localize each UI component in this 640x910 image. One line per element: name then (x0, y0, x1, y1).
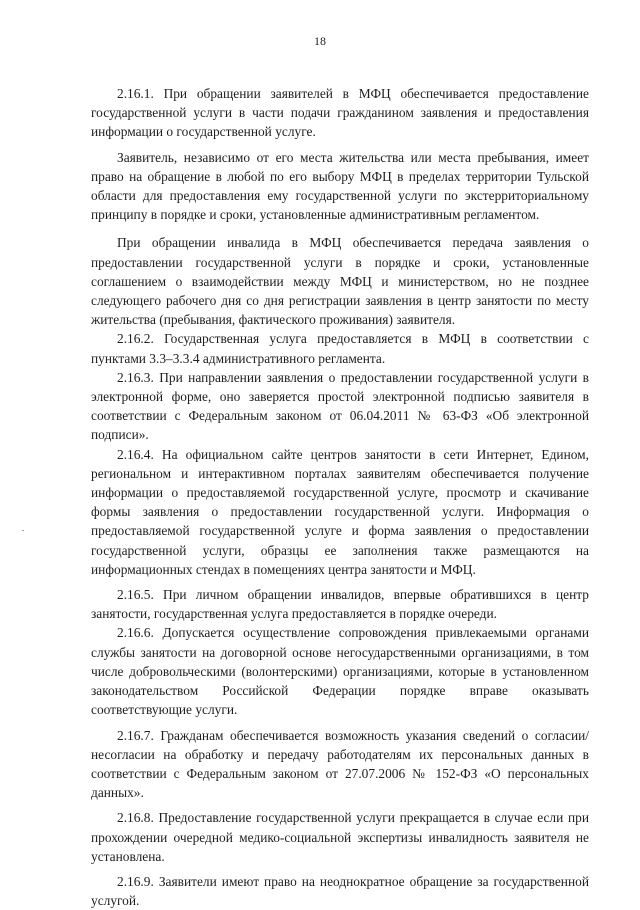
paragraph-2-16-6: 2.16.6. Допускается осуществление сопровождения привлекаемыми органами службы занятости на договорной основе негосударственными организациями, в том числе добровольческими (волонтерскими) организациями, которые в установленном законодательством Российской Федерации порядке вправе оказывать соответствующие услуги. (91, 625, 589, 718)
document-body (91, 84, 589, 910)
paragraph-2-16-4: 2.16.4. На официальном сайте центров занятости в сети Интернет, Едином, региональном и интерактивном порталах заявителям обеспечивается получение информации о предоставляемой государственной услуге, просмотр и скачивание формы заявления о предоставлении государственной услуги. Информация о предоставляемой государственной услуге и форма заявления о предоставлении государственной услуги, образцы ее заполнения также размещаются на информационных стендах в помещениях центра занятости и МФЦ. (91, 446, 589, 577)
paragraph-2-16-3: 2.16.3. При направлении заявления о предоставлении государственной услуги в электронной форме, оно заверяется простой электронной подписью заявителя в соответствии с Федеральным законом от 06.04.2011 № 63-ФЗ «Об электронной подписи». (91, 369, 589, 443)
paragraph-2-16-7: 2.16.7. Гражданам обеспечивается возможность указания сведений о согласии/несогласии на обработку и передачу работодателям их персональных данных в соответствии с Федеральным законом от 27.07.2006 № 152-ФЗ «О персональных данных». (91, 727, 589, 801)
paragraph-2-16-1: 2.16.1. При обращении заявителей в МФЦ обеспечивается предоставление государственной услуги в части подачи гражданином заявления и предоставления информации о государственной услуге. (91, 86, 589, 140)
paragraph-disabled-transfer: При обращении инвалида в МФЦ обеспечивается передача заявления о предоставлении государственной услуги в порядке и сроки, установленные соглашением о взаимодействии между МФЦ и министерством, но не позднее следующего рабочего дня со дня регистрации заявления в центр занятости по месту жительства (пребывания, фактического проживания) заявителя. (91, 235, 589, 328)
paragraph-2-16-5: 2.16.5. При личном обращении инвалидов, впервые обратившихся в центр занятости, государственная услуга предоставляется в порядке очереди. (91, 587, 589, 622)
paragraph-2-16-8: 2.16.8. Предоставление государственной услуги прекращается в случае если при прохождении очередной медико-социальной экспертизы инвалидность заявителя не установлена. (91, 810, 589, 864)
margin-mark (22, 530, 24, 531)
paragraph-2-16-2: 2.16.2. Государственная услуга предоставляется в МФЦ в соответствии с пунктами 3.3–3.3.4 административного регламента. (91, 331, 589, 366)
paragraph-2-16-9: 2.16.9. Заявители имеют право на неоднократное обращение за государственной услугой. (91, 873, 589, 909)
page-number: 18 (314, 34, 326, 48)
paragraph-extraterritorial: Заявитель, независимо от его места жительства или места пребывания, имеет право на обращение в любой по его выбору МФЦ в пределах территории Тульской области для предоставления ему государственной услуги по экстерриториальному принципу в порядке и сроки, установленные административным регламентом. (91, 149, 589, 223)
